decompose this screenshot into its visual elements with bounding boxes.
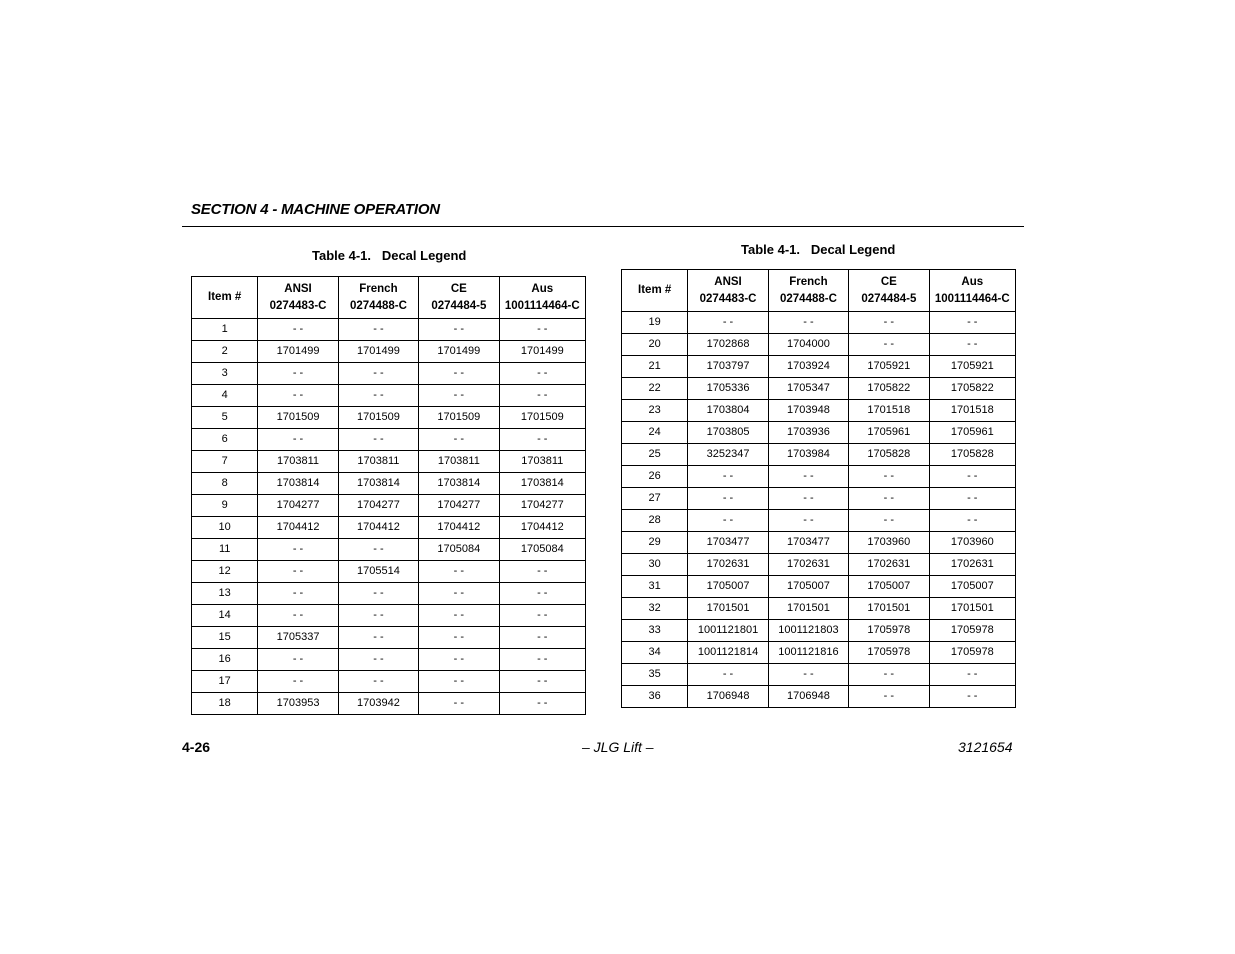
decal-number-cell: - - [338,671,418,693]
table-row [192,495,586,517]
decal-number-cell: 1705007 [688,576,768,598]
decal-number-cell: 1705822 [929,378,1015,400]
item-number-cell: 29 [622,532,688,554]
table-caption-left: Table 4-1. Decal Legend [312,248,467,263]
table-row [192,671,586,693]
decal-number-cell: 1001121814 [688,642,768,664]
decal-number-cell: - - [929,686,1015,708]
decal-number-cell: - - [258,561,338,583]
decal-number-cell: 1706948 [688,686,768,708]
item-number-cell: 28 [622,510,688,532]
decal-number-cell: 1704000 [768,334,848,356]
decal-number-cell: 1705961 [849,422,929,444]
decal-number-cell: - - [688,466,768,488]
decal-number-cell: 1706948 [768,686,848,708]
decal-number-cell: 1703960 [849,532,929,554]
header-rule [182,226,1024,227]
decal-number-cell: - - [338,627,418,649]
decal-number-cell: 1704412 [499,517,585,539]
decal-number-cell: 1701501 [768,598,848,620]
item-number-cell: 31 [622,576,688,598]
column-header [258,277,338,319]
decal-number-cell: 1703936 [768,422,848,444]
item-number-cell: 35 [622,664,688,686]
decal-number-cell: - - [849,686,929,708]
decal-number-cell: - - [419,693,499,715]
decal-number-cell: 1701499 [419,341,499,363]
table-row [192,517,586,539]
column-header [622,270,688,312]
footer-center-text: – JLG Lift – [582,739,654,755]
decal-number-cell: - - [419,627,499,649]
decal-number-cell: 1703924 [768,356,848,378]
table-header-row [192,277,586,319]
table-row [192,561,586,583]
table-row [192,341,586,363]
decal-number-cell: 1701499 [338,341,418,363]
decal-number-cell: - - [419,319,499,341]
decal-number-cell: - - [929,510,1015,532]
table-row [622,620,1016,642]
table-row [192,627,586,649]
table-row [622,378,1016,400]
column-header-line: Item # [638,284,672,296]
table-row [622,686,1016,708]
decal-number-cell: - - [338,649,418,671]
item-number-cell: 8 [192,473,258,495]
table-row [192,429,586,451]
decal-number-cell: - - [688,510,768,532]
table-row [622,312,1016,334]
decal-number-cell: - - [258,671,338,693]
column-header [849,270,929,312]
item-number-cell: 7 [192,451,258,473]
decal-number-cell: - - [419,583,499,605]
item-number-cell: 2 [192,341,258,363]
decal-number-cell: - - [849,488,929,510]
item-number-cell: 18 [192,693,258,715]
decal-number-cell: - - [338,539,418,561]
column-header-line: French [359,282,398,295]
decal-number-cell: 1703960 [929,532,1015,554]
decal-number-cell: 1705007 [929,576,1015,598]
decal-number-cell: 1702631 [768,554,848,576]
decal-number-cell: 1702631 [929,554,1015,576]
column-header-line: 0274488-C [779,292,837,305]
column-header-line: 0274484-5 [861,292,917,305]
decal-number-cell: 1704277 [499,495,585,517]
item-number-cell: 4 [192,385,258,407]
decal-number-cell: - - [768,312,848,334]
column-header-line: 0274483-C [269,299,327,312]
decal-number-cell: 1705961 [929,422,1015,444]
table-row [622,510,1016,532]
decal-number-cell: - - [768,466,848,488]
decal-number-cell: 1001121816 [768,642,848,664]
decal-number-cell: - - [499,605,585,627]
item-number-cell: 26 [622,466,688,488]
decal-number-cell: - - [929,488,1015,510]
table-row [622,664,1016,686]
decal-number-cell: 1705978 [929,620,1015,642]
decal-number-cell: - - [258,385,338,407]
decal-number-cell: 1703814 [419,473,499,495]
decal-number-cell: 1702631 [849,554,929,576]
column-header-line: French [789,275,828,288]
decal-number-cell: - - [258,363,338,385]
decal-number-cell: - - [688,312,768,334]
decal-number-cell: 1702868 [688,334,768,356]
decal-number-cell: 1705084 [499,539,585,561]
item-number-cell: 17 [192,671,258,693]
decal-number-cell: - - [768,488,848,510]
decal-number-cell: 1705337 [258,627,338,649]
decal-number-cell: - - [258,649,338,671]
decal-number-cell: - - [499,627,585,649]
decal-number-cell: - - [419,671,499,693]
decal-number-cell: 1001121801 [688,620,768,642]
column-header-line: Item # [208,291,242,303]
item-number-cell: 27 [622,488,688,510]
decal-number-cell: 1701509 [258,407,338,429]
decal-number-cell: - - [258,429,338,451]
decal-legend-table-right [621,269,1016,708]
column-header-line: 0274488-C [349,299,407,312]
decal-number-cell: - - [499,385,585,407]
decal-number-cell: 1703948 [768,400,848,422]
decal-number-cell: 1705978 [849,642,929,664]
decal-number-cell: - - [338,319,418,341]
decal-number-cell: 1703477 [768,532,848,554]
decal-number-cell: - - [849,334,929,356]
decal-number-cell: 1703814 [258,473,338,495]
decal-number-cell: 1705978 [849,620,929,642]
table-row [622,356,1016,378]
decal-number-cell: - - [499,693,585,715]
decal-number-cell: - - [768,510,848,532]
table-row [622,488,1016,510]
decal-number-cell: 1702631 [688,554,768,576]
decal-number-cell: 1705828 [929,444,1015,466]
decal-number-cell: 1703811 [419,451,499,473]
decal-number-cell: 1701501 [849,598,929,620]
item-number-cell: 24 [622,422,688,444]
item-number-cell: 14 [192,605,258,627]
decal-number-cell: - - [929,466,1015,488]
decal-number-cell: 1705007 [768,576,848,598]
decal-number-cell: - - [499,583,585,605]
decal-number-cell: 1701509 [419,407,499,429]
decal-number-cell: - - [929,664,1015,686]
item-number-cell: 21 [622,356,688,378]
decal-number-cell: - - [338,385,418,407]
table-row [622,598,1016,620]
item-number-cell: 34 [622,642,688,664]
decal-number-cell: - - [499,429,585,451]
decal-number-cell: 1701518 [849,400,929,422]
table-row [622,576,1016,598]
column-header [688,270,768,312]
column-header [768,270,848,312]
item-number-cell: 36 [622,686,688,708]
decal-number-cell: 1705084 [419,539,499,561]
column-header-line: ANSI [714,275,742,288]
decal-number-cell: - - [768,664,848,686]
decal-number-cell: 1705978 [929,642,1015,664]
table-row [192,605,586,627]
decal-number-cell: 1703477 [688,532,768,554]
decal-number-cell: - - [849,664,929,686]
decal-number-cell: - - [258,319,338,341]
decal-number-cell: - - [499,671,585,693]
column-header-line: CE [880,275,897,288]
decal-number-cell: 1703984 [768,444,848,466]
column-header-line: 1001114464-C [504,299,580,312]
column-header-line: CE [450,282,467,295]
column-header-line: Aus [531,282,554,295]
decal-number-cell: - - [929,312,1015,334]
decal-number-cell: 1701501 [929,598,1015,620]
item-number-cell: 19 [622,312,688,334]
item-number-cell: 10 [192,517,258,539]
decal-number-cell: 1705822 [849,378,929,400]
table-row [622,532,1016,554]
item-number-cell: 1 [192,319,258,341]
decal-number-cell: - - [258,605,338,627]
table-row [192,473,586,495]
item-number-cell: 12 [192,561,258,583]
table-row [192,583,586,605]
decal-number-cell: 1703814 [338,473,418,495]
decal-number-cell: - - [338,583,418,605]
decal-number-cell: - - [338,429,418,451]
item-number-cell: 11 [192,539,258,561]
decal-number-cell: - - [258,583,338,605]
decal-number-cell: - - [419,561,499,583]
decal-number-cell: 1704412 [258,517,338,539]
decal-number-cell: 1001121803 [768,620,848,642]
item-number-cell: 13 [192,583,258,605]
table-row [192,385,586,407]
decal-number-cell: 1701499 [258,341,338,363]
decal-number-cell: - - [688,488,768,510]
decal-number-cell: - - [929,334,1015,356]
document-number: 3121654 [958,739,1013,755]
table-row [192,319,586,341]
decal-number-cell: 1704277 [258,495,338,517]
decal-legend-table-left [191,276,586,715]
column-header-line: 0274484-5 [431,299,487,312]
table-row [192,649,586,671]
decal-number-cell: - - [338,605,418,627]
table-caption-right: Table 4-1. Decal Legend [741,242,896,257]
item-number-cell: 30 [622,554,688,576]
decal-number-cell: 1701509 [499,407,585,429]
item-number-cell: 15 [192,627,258,649]
table-row [192,539,586,561]
item-number-cell: 20 [622,334,688,356]
decal-number-cell: 1705828 [849,444,929,466]
item-number-cell: 25 [622,444,688,466]
decal-number-cell: - - [849,312,929,334]
decal-number-cell: - - [499,319,585,341]
column-header-line: Aus [961,275,984,288]
decal-number-cell: - - [419,363,499,385]
decal-number-cell: 1705007 [849,576,929,598]
item-number-cell: 16 [192,649,258,671]
decal-number-cell: 1701501 [688,598,768,620]
decal-number-cell: 1704277 [419,495,499,517]
item-number-cell: 22 [622,378,688,400]
decal-number-cell: 1703811 [338,451,418,473]
decal-number-cell: 1701518 [929,400,1015,422]
decal-number-cell: 1703811 [499,451,585,473]
table-row [192,407,586,429]
decal-number-cell: 1703805 [688,422,768,444]
table-row [192,451,586,473]
decal-number-cell: 1705921 [849,356,929,378]
column-header-line: 1001114464-C [934,292,1010,305]
decal-number-cell: 1704412 [419,517,499,539]
item-number-cell: 23 [622,400,688,422]
decal-number-cell: - - [499,561,585,583]
decal-number-cell: - - [258,539,338,561]
section-title: SECTION 4 - MACHINE OPERATION [191,201,440,218]
decal-number-cell: 1705336 [688,378,768,400]
decal-number-cell: 1703942 [338,693,418,715]
decal-number-cell: - - [419,649,499,671]
item-number-cell: 5 [192,407,258,429]
decal-number-cell: - - [849,466,929,488]
item-number-cell: 32 [622,598,688,620]
column-header [419,277,499,319]
item-number-cell: 9 [192,495,258,517]
table-row [192,363,586,385]
table-row [622,444,1016,466]
column-header-line: ANSI [284,282,312,295]
table-row [622,466,1016,488]
decal-number-cell: 1705347 [768,378,848,400]
decal-number-cell: - - [499,649,585,671]
column-header [338,277,418,319]
page-number: 4-26 [182,739,211,755]
decal-number-cell: - - [419,605,499,627]
table-row [622,422,1016,444]
decal-number-cell: 1704412 [338,517,418,539]
decal-number-cell: 1703811 [258,451,338,473]
decal-number-cell: 1705514 [338,561,418,583]
decal-number-cell: 3252347 [688,444,768,466]
item-number-cell: 3 [192,363,258,385]
column-header-line: 0274483-C [699,292,757,305]
table-row [192,693,586,715]
decal-number-cell: 1705921 [929,356,1015,378]
decal-number-cell: - - [688,664,768,686]
column-header [192,277,258,319]
decal-number-cell: 1703814 [499,473,585,495]
decal-number-cell: - - [338,363,418,385]
decal-number-cell: - - [849,510,929,532]
table-header-row [622,270,1016,312]
decal-number-cell: 1701499 [499,341,585,363]
decal-number-cell: 1703797 [688,356,768,378]
column-header [929,270,1015,312]
decal-number-cell: - - [419,429,499,451]
decal-number-cell: 1703804 [688,400,768,422]
table-row [622,642,1016,664]
table-row [622,400,1016,422]
decal-number-cell: 1704277 [338,495,418,517]
decal-number-cell: 1701509 [338,407,418,429]
item-number-cell: 33 [622,620,688,642]
item-number-cell: 6 [192,429,258,451]
decal-number-cell: - - [499,363,585,385]
column-header [499,277,585,319]
decal-number-cell: - - [419,385,499,407]
table-row [622,334,1016,356]
table-row [622,554,1016,576]
decal-number-cell: 1703953 [258,693,338,715]
